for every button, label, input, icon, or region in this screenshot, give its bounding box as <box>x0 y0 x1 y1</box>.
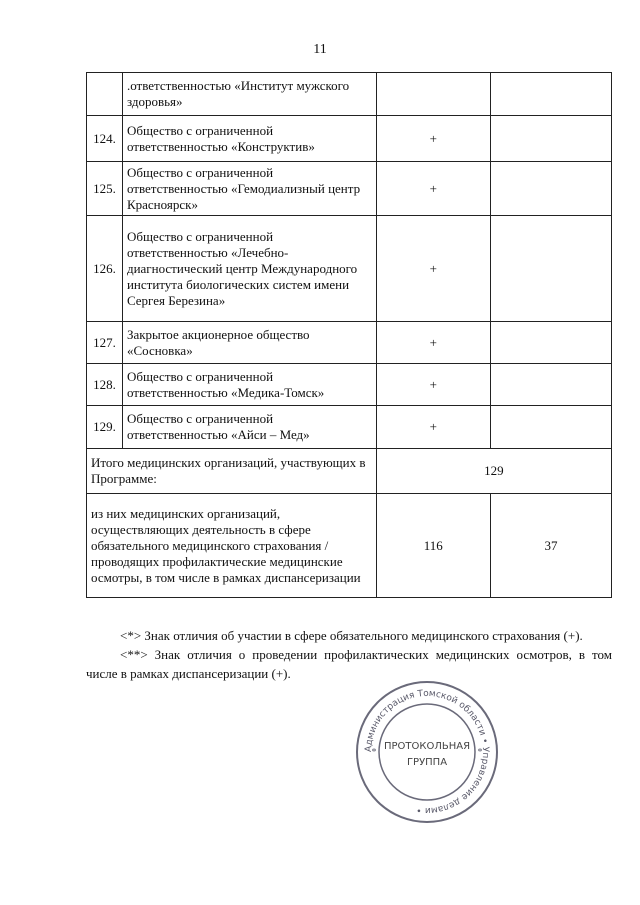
footnotes <box>86 626 612 683</box>
total-value: 129 <box>376 449 611 494</box>
row-number: 126. <box>87 216 123 322</box>
row-number: 129. <box>87 406 123 449</box>
row-number <box>87 73 123 116</box>
oms-mark: + <box>376 322 490 364</box>
organization-name: Общество с ограниченной ответственностью «Айси – Мед» <box>122 406 376 449</box>
table-row <box>87 216 612 322</box>
stamp-star-right: * <box>477 747 483 758</box>
prof-mark <box>490 406 611 449</box>
stamp-outer-text: Администрация Томской области • Управление делами • <box>363 688 491 816</box>
footnote-oms: <*> Знак отличия об участии в сфере обязательного медицинского страхования (+). <box>120 628 583 643</box>
page-number: 11 <box>313 42 327 57</box>
prof-mark <box>490 73 611 116</box>
row-number: 128. <box>87 364 123 406</box>
prof-mark <box>490 116 611 162</box>
oms-mark: + <box>376 116 490 162</box>
stamp-inner-line-1: ПРОТОКОЛЬНАЯ <box>383 741 471 752</box>
table-row <box>87 116 612 162</box>
prof-mark <box>490 162 611 216</box>
stamp-inner-line-2: ГРУППА <box>406 757 448 768</box>
organization-name: Общество с ограниченной ответственностью «Лечебно-диагностический центр Международного института биологических систем имени Сергея Березина» <box>122 216 376 322</box>
subtotal-row <box>87 494 612 598</box>
footnote-prof: <**> Знак отличия о проведении профилактических медицинских осмотров, в том числе в рамках диспансеризации (+). <box>86 647 612 681</box>
prof-mark <box>490 364 611 406</box>
total-row <box>87 449 612 494</box>
prof-mark <box>490 322 611 364</box>
organization-name: Общество с ограниченной ответственностью «Медика-Томск» <box>122 364 376 406</box>
organization-name: Общество с ограниченной ответственностью «Гемодиализный центр Красноярск» <box>122 162 376 216</box>
stamp-star-left: * <box>371 747 377 758</box>
subtotal-prof-value: 37 <box>490 494 611 598</box>
oms-mark <box>376 73 490 116</box>
table-row <box>87 322 612 364</box>
official-stamp <box>352 677 502 827</box>
organization-name: Общество с ограниченной ответственностью «Конструктив» <box>122 116 376 162</box>
oms-mark: + <box>376 406 490 449</box>
organization-name: .ответственностью «Институт мужского здоровья» <box>122 73 376 116</box>
subtotal-label: из них медицинских организаций, осуществляющих деятельность в сфере обязательного медицинского страхования / проводящих профилактические медицинские осмотры, в том числе в рамках диспансеризации <box>87 494 377 598</box>
prof-mark <box>490 216 611 322</box>
row-number: 127. <box>87 322 123 364</box>
oms-mark: + <box>376 162 490 216</box>
total-label: Итого медицинских организаций, участвующих в Программе: <box>87 449 377 494</box>
row-number: 125. <box>87 162 123 216</box>
oms-mark: + <box>376 216 490 322</box>
table-row <box>87 406 612 449</box>
organization-name: Закрытое акционерное общество «Сосновка» <box>122 322 376 364</box>
table-row <box>87 73 612 116</box>
row-number: 124. <box>87 116 123 162</box>
oms-mark: + <box>376 364 490 406</box>
table-row <box>87 364 612 406</box>
organizations-table <box>86 72 612 598</box>
subtotal-oms-value: 116 <box>376 494 490 598</box>
table-row <box>87 162 612 216</box>
